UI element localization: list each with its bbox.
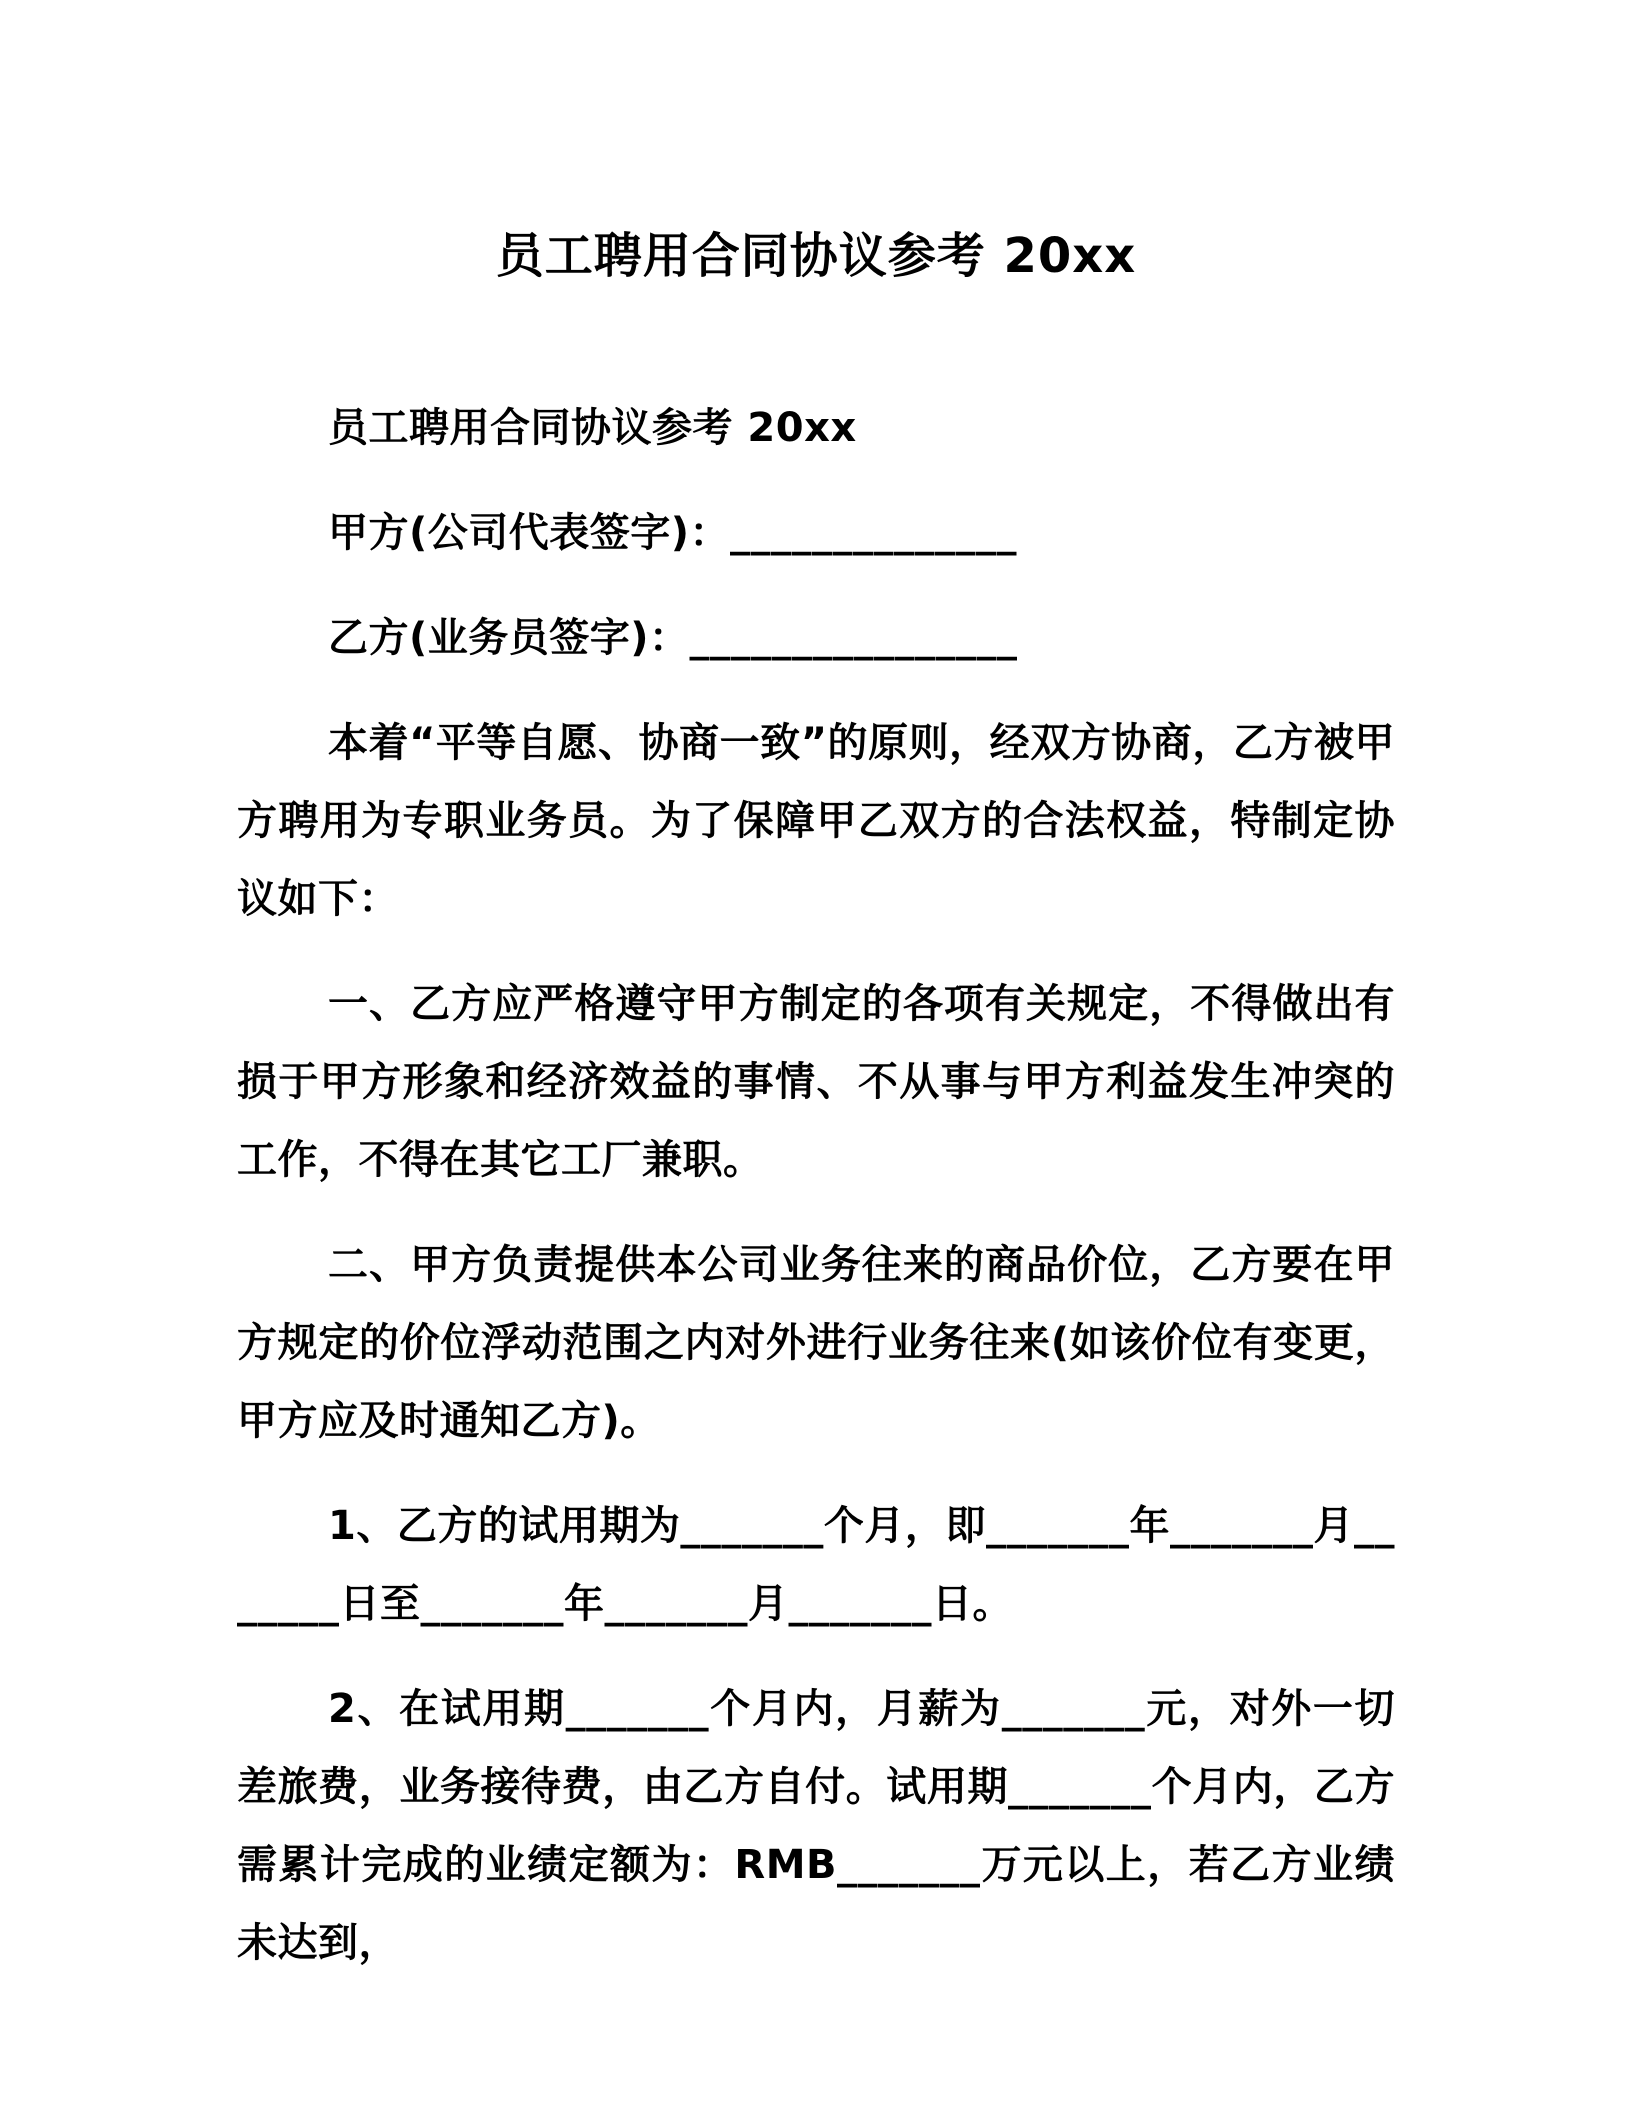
preamble-paragraph: 本着“平等自愿、协商一致”的原则，经双方协商，乙方被甲方聘用为专职业务员。为了保障甲乙双方的合法权益，特制定协议如下： bbox=[237, 720, 1395, 922]
subtitle-paragraph: 员工聘用合同协议参考 20xx bbox=[328, 405, 857, 451]
document-title: 员工聘用合同协议参考 20xx bbox=[495, 228, 1137, 284]
party-a-signature-line: 甲方(公司代表签字)：______________ bbox=[328, 510, 1018, 556]
clause-1-paragraph: 一、乙方应严格遵守甲方制定的各项有关规定，不得做出有损于甲方形象和经济效益的事情、不从事与甲方利益发生冲突的工作，不得在其它工厂兼职。 bbox=[237, 981, 1395, 1183]
clause-item-1-paragraph: 1、乙方的试用期为_______个月，即_______年_______月_______日至_______年_______月_______日。 bbox=[237, 1503, 1395, 1627]
clause-item-2-paragraph: 2、在试用期_______个月内，月薪为_______元，对外一切差旅费，业务接待费，由乙方自付。试用期_______个月内，乙方需累计完成的业绩定额为：RMB_______万元以上，若乙方业绩未达到， bbox=[237, 1686, 1395, 1966]
document-body bbox=[237, 389, 1395, 1982]
clause-2-paragraph: 二、甲方负责提供本公司业务往来的商品价位，乙方要在甲方规定的价位浮动范围之内对外进行业务往来(如该价位有变更，甲方应及时通知乙方)。 bbox=[237, 1242, 1395, 1444]
party-b-signature-line: 乙方(业务员签字)：________________ bbox=[328, 615, 1018, 661]
